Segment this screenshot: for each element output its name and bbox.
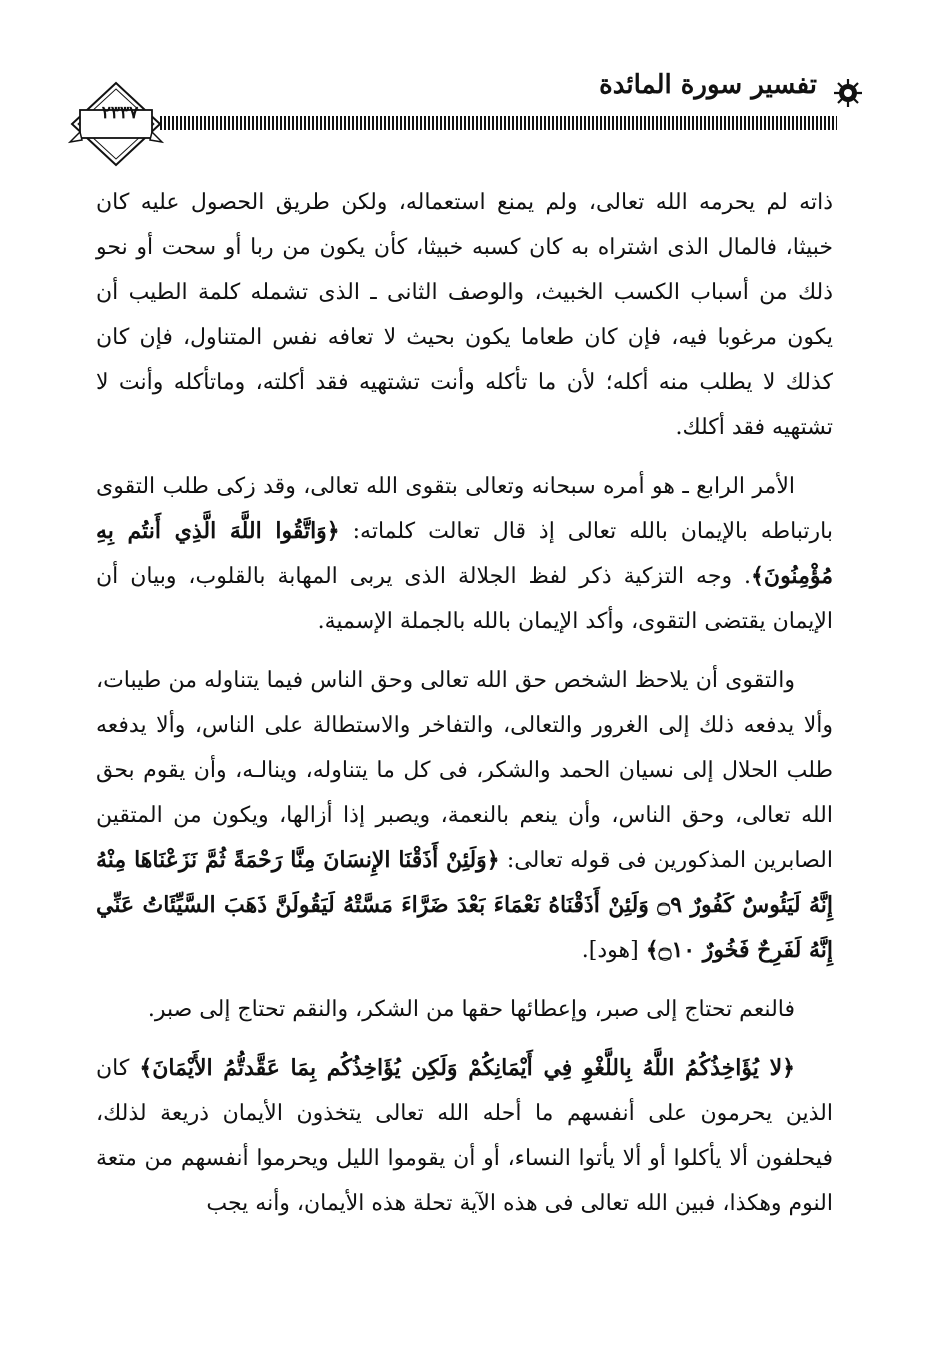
page-body (96, 180, 833, 1240)
body-text: الأمر الرابع ـ هو أمره سبحانه وتعالى بتقوى الله تعالى، وقد زكى طلب التقوى بارتباطه بالإيمان بالله تعالى إذ قال تعالت كلماته: (96, 474, 833, 544)
body-paragraph (96, 180, 833, 450)
body-text: [هود]. (581, 938, 646, 963)
page-badge-icon (68, 80, 164, 170)
quran-verse: ﴿وَاتَّقُوا اللَّهَ الَّذِي أَنتُم بِهِ مُؤْمِنُونَ﴾ (96, 518, 833, 589)
page-number: ٢٣٣٧ (101, 103, 139, 123)
body-text: فالنعم تحتاج إلى صبر، وإعطائها حقها من الشكر، والنقم تحتاج إلى صبر. (147, 997, 795, 1022)
quran-verse: ﴿وَلَئِنْ أَذَقْنَا الإِنسَانَ مِنَّا رَحْمَةً ثُمَّ نَزَعْنَاهَا مِنْهُ إِنَّهُ لَيَئُوسٌ كَفُورٌ ۝٩ وَلَئِنْ أَذَقْنَاهُ نَعْمَاءَ بَعْدَ ضَرَّاءَ مَسَّتْهُ لَيَقُولَنَّ ذَهَبَ السَّيِّئَاتُ عَنِّي إِنَّهُ لَفَرِحٌ فَخُورٌ ۝١٠﴾ (96, 847, 833, 963)
body-text: كان الذين يحرمون على أنفسهم ما أحله الله تعالى يتخذون الأيمان ذريعة لذلك، فيحلفون ألا يأكلوا أو ألا يأتوا النساء، أو أن يقوموا الليل ويحرموا أنفسهم من متعة النوم وهكذا، فبين الله تعالى فى هذه الآية تحلة هذه الأيمان، وأنه يجب (96, 1056, 833, 1216)
body-text: ذاته لم يحرمه الله تعالى، ولم يمنع استعماله، ولكن طريق الحصول عليه كان خبيثا، فالمال الذى اشتراه به كان كسبه خبيثا، كأن يكون من ربا أو سحت أو نحو ذلك من أسباب الكسب الخبيث، والوصف الثانى ـ الذى تشمله كلمة الطيب أن يكون مرغوبا فيه، فإن كان طعاما يكون بحيث لا تعافه نفس المتناول، فإن كان كذلك لا يطلب منه أكله؛ لأن ما تأكله وأنت تشتهيه فقد أكلته، وماتأكله وأنت لا تشتهيه فقد أكلك. (96, 190, 833, 440)
page-header (0, 0, 925, 180)
body-paragraph (96, 1046, 833, 1226)
body-text: والتقوى أن يلاحظ الشخص حق الله تعالى وحق الناس فيما يتناوله من طيبات، وألا يدفعه ذلك إلى الغرور والتعالى، والتفاخر والاستطالة على الناس، وألا يدفعه طلب الحلال إلى نسيان الحمد والشكر، فى كل ما يتناوله، وينالـه، وأن يقوم بحق الله تعالى، وحق الناس، وأن ينعم بالنعمة، ويصبر إذا أزالها، ويكون من المتقين الصابرين المذكورين فى قوله تعالى: (96, 668, 833, 873)
running-title: تفسير سورة المائدة (599, 70, 817, 100)
ornament-icon (833, 78, 863, 108)
body-paragraph (96, 658, 833, 973)
body-text: . وجه التزكية ذكر لفظ الجلالة الذى يربى المهابة بالقلوب، وبيان أن الإيمان يقتضى التقوى، وأكد الإيمان بالله بالجملة الإسمية. (96, 564, 833, 634)
quran-verse: ﴿لا يُؤَاخِذُكُمُ اللَّهُ بِاللَّغْوِ فِي أَيْمَانِكُمْ وَلَكِن يُؤَاخِذُكُم بِمَا عَقَّدتُّمُ الأَيْمَانَ﴾ (139, 1055, 796, 1081)
body-paragraph (96, 987, 833, 1032)
header-rule (160, 116, 837, 130)
body-paragraph (96, 464, 833, 644)
